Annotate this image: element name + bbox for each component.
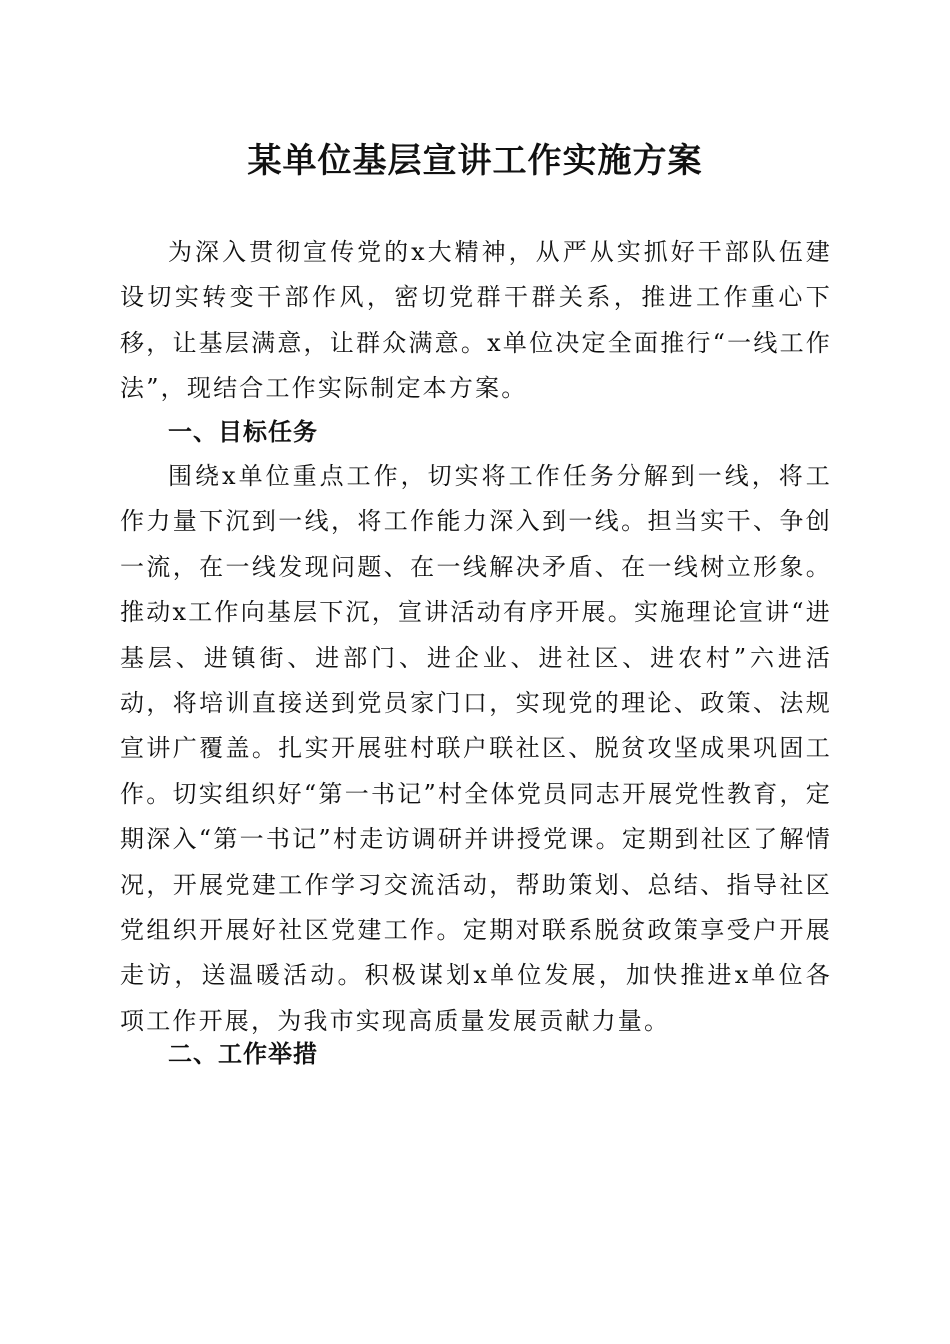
section-heading-measures: 二、工作举措 xyxy=(168,1040,318,1068)
document-title: 某单位基层宣讲工作实施方案 xyxy=(247,141,703,181)
section-heading-goals: 一、目标任务 xyxy=(168,418,318,446)
section-body-goals: 围绕x单位重点工作，切实将工作任务分解到一线，将工作力量下沉到一线，将工作能力深入到一线。担当实干、争创一流，在一线发现问题、在一线解决矛盾、在一线树立形象。推动x工作向基层下沉，宣讲活动有序开展。实施理论宣讲“进基层、进镇街、进部门、进企业、进社区、进农村”六进活动，将培训直接送到党员家门口，实现党的理论、政策、法规宣讲广覆盖。扎实开展驻村联户联社区、脱贫攻坚成果巩固工作。切实组织好“第一书记”村全体党员同志开展党性教育，定期深入“第一书记”村走访调研并讲授党课。定期到社区了解情况，开展党建工作学习交流活动，帮助策划、总结、指导社区党组织开展好社区党建工作。定期对联系脱贫政策享受户开展走访，送温暖活动。积极谋划x单位发展，加快推进x单位各项工作开展，为我市实现高质量发展贡献力量。 xyxy=(120,462,832,1035)
intro-paragraph: 为深入贯彻宣传党的x大精神，从严从实抓好干部队伍建设切实转变干部作风，密切党群干群关系，推进工作重心下移，让基层满意，让群众满意。x单位决定全面推行“一线工作法”，现结合工作实际制定本方案。 xyxy=(120,238,832,403)
